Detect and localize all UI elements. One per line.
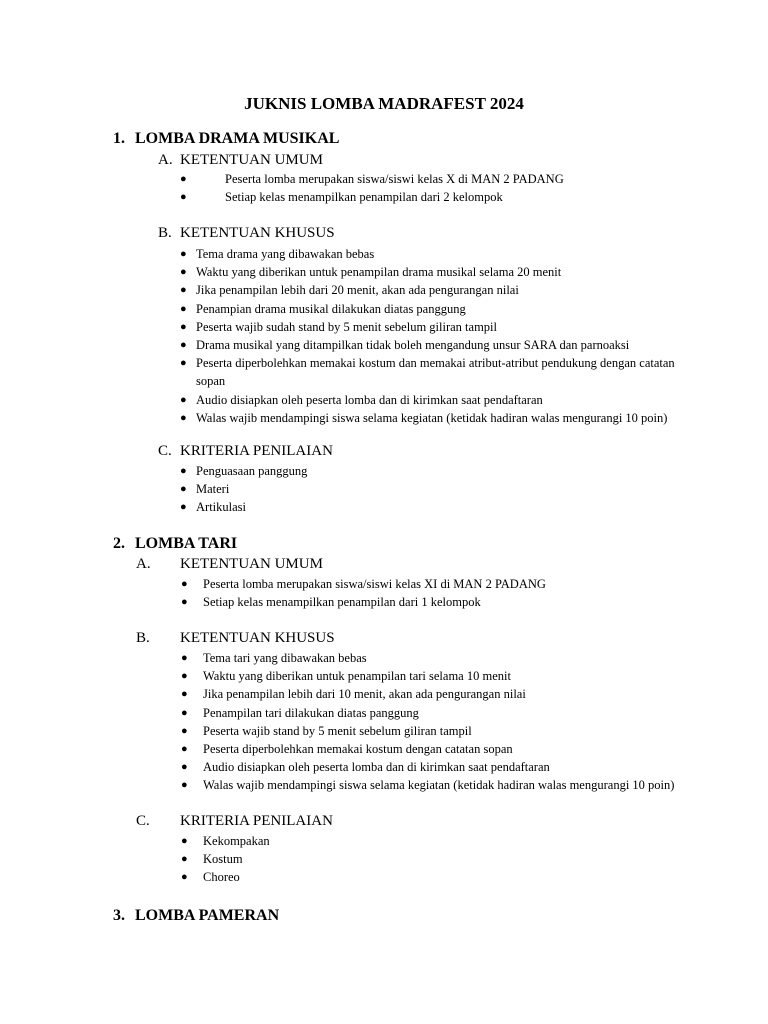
bullet-icon: ● bbox=[180, 266, 187, 279]
subsection-letter: C. bbox=[136, 813, 150, 829]
section-heading bbox=[113, 129, 339, 149]
bullet-icon: ● bbox=[181, 761, 188, 774]
bullet-icon: ● bbox=[180, 393, 187, 406]
subsection-letter: C. bbox=[158, 443, 172, 459]
section-number: 1. bbox=[113, 130, 125, 147]
subsection-title: KETENTUAN UMUM bbox=[180, 152, 323, 168]
list-item: ● Kekompakan bbox=[181, 832, 701, 850]
bullet-list bbox=[181, 575, 701, 611]
list-item: ● Audio disiapkan oleh peserta lomba dan di kirimkan saat pendaftaran bbox=[180, 391, 690, 409]
bullet-icon: ● bbox=[180, 248, 187, 260]
document-title: JUKNIS LOMBA MADRAFEST 2024 bbox=[244, 94, 524, 113]
section-heading bbox=[113, 534, 237, 554]
list-item: ● Peserta lomba merupakan siswa/siswi kelas X di MAN 2 PADANG bbox=[180, 170, 700, 188]
subsection-title: KETENTUAN KHUSUS bbox=[180, 630, 335, 646]
bullet-icon: ● bbox=[181, 688, 188, 701]
list-item: ● Jika penampilan lebih dari 20 menit, akan ada pengurangan nilai bbox=[180, 281, 690, 299]
bullet-icon: ● bbox=[181, 706, 188, 719]
list-item: ● Kostum bbox=[181, 850, 701, 868]
bullet-icon: ● bbox=[181, 779, 188, 792]
bullet-icon: ● bbox=[181, 743, 188, 756]
subsection-title: KETENTUAN KHUSUS bbox=[180, 225, 335, 241]
subsection-title: KRITERIA PENILAIAN bbox=[180, 813, 333, 829]
bullet-icon: ● bbox=[180, 320, 187, 333]
bullet-list bbox=[180, 245, 690, 427]
list-item: ● Tema tari yang dibawakan bebas bbox=[181, 649, 721, 667]
section-title: LOMBA TARI bbox=[135, 535, 238, 552]
list-item: ● Peserta lomba merupakan siswa/siswi kelas XI di MAN 2 PADANG bbox=[181, 575, 701, 593]
bullet-icon: ● bbox=[180, 483, 187, 496]
bullet-icon: ● bbox=[180, 191, 187, 204]
list-item: ● Peserta diperbolehkan memakai kostum dengan catatan sopan bbox=[181, 740, 721, 758]
bullet-list bbox=[181, 832, 701, 887]
bullet-icon: ● bbox=[181, 670, 188, 683]
subsection-letter: B. bbox=[158, 225, 172, 241]
list-item: ● Artikulasi bbox=[180, 498, 690, 516]
list-item: ● Materi bbox=[180, 480, 690, 498]
subsection-letter: B. bbox=[136, 630, 150, 646]
section-heading bbox=[113, 906, 279, 926]
list-item: ● Setiap kelas menampilkan penampilan dari 2 kelompok bbox=[180, 188, 700, 206]
list-item: ● Drama musikal yang ditampilkan tidak boleh mengandung unsur SARA dan parnoaksi bbox=[180, 336, 690, 354]
list-item: ● Setiap kelas menampilkan penampilan dari 1 kelompok bbox=[181, 593, 701, 611]
list-item: ● Penampian drama musikal dilakukan diatas panggung bbox=[180, 300, 690, 318]
list-item: ● Penampilan tari dilakukan diatas panggung bbox=[181, 704, 721, 722]
bullet-icon: ● bbox=[180, 357, 187, 370]
list-item: ● Penguasaan panggung bbox=[180, 462, 690, 480]
bullet-icon: ● bbox=[180, 173, 187, 185]
list-item: ● Audio disiapkan oleh peserta lomba dan di kirimkan saat pendaftaran bbox=[181, 758, 721, 776]
section-title: LOMBA DRAMA MUSIKAL bbox=[135, 130, 340, 147]
bullet-icon: ● bbox=[181, 871, 188, 884]
bullet-icon: ● bbox=[180, 302, 187, 315]
list-item: ● Choreo bbox=[181, 868, 701, 886]
section-number: 2. bbox=[113, 535, 125, 552]
list-item: ● Walas wajib mendampingi siswa selama kegiatan (ketidak hadiran walas mengurangi 10 poin) bbox=[181, 776, 721, 794]
section-title: LOMBA PAMERAN bbox=[135, 907, 280, 924]
bullet-icon: ● bbox=[180, 284, 187, 297]
bullet-icon: ● bbox=[181, 652, 188, 664]
section-number: 3. bbox=[113, 907, 125, 924]
bullet-icon: ● bbox=[181, 835, 188, 847]
list-item: ● Peserta wajib sudah stand by 5 menit sebelum giliran tampil bbox=[180, 318, 690, 336]
bullet-icon: ● bbox=[181, 853, 188, 866]
list-item: ● Waktu yang diberikan untuk penampilan drama musikal selama 20 menit bbox=[180, 263, 690, 281]
list-item: ● Walas wajib mendampingi siswa selama kegiatan (ketidak hadiran walas mengurangi 10 poin) bbox=[180, 409, 690, 427]
bullet-icon: ● bbox=[180, 501, 187, 514]
list-item: ● Peserta diperbolehkan memakai kostum dan memakai atribut-atribut pendukung dengan catatan sopan bbox=[180, 356, 675, 389]
list-item: ● Peserta wajib stand by 5 menit sebelum giliran tampil bbox=[181, 722, 721, 740]
subsection-title: KRITERIA PENILAIAN bbox=[180, 443, 333, 459]
bullet-list bbox=[180, 462, 690, 517]
bullet-icon: ● bbox=[180, 465, 187, 477]
bullet-list bbox=[181, 649, 721, 795]
bullet-icon: ● bbox=[181, 596, 188, 609]
bullet-icon: ● bbox=[180, 339, 187, 352]
bullet-list bbox=[180, 170, 700, 206]
list-item: ● Waktu yang diberikan untuk penampilan tari selama 10 menit bbox=[181, 667, 721, 685]
bullet-icon: ● bbox=[180, 411, 187, 424]
list-item: ● Tema drama yang dibawakan bebas bbox=[180, 245, 690, 263]
list-item: ● Jika penampilan lebih dari 10 menit, akan ada pengurangan nilai bbox=[181, 685, 721, 703]
subsection-title: KETENTUAN UMUM bbox=[180, 556, 323, 572]
bullet-icon: ● bbox=[181, 578, 188, 590]
subsection-letter: A. bbox=[136, 556, 151, 572]
subsection-letter: A. bbox=[158, 152, 173, 168]
bullet-icon: ● bbox=[181, 724, 188, 737]
